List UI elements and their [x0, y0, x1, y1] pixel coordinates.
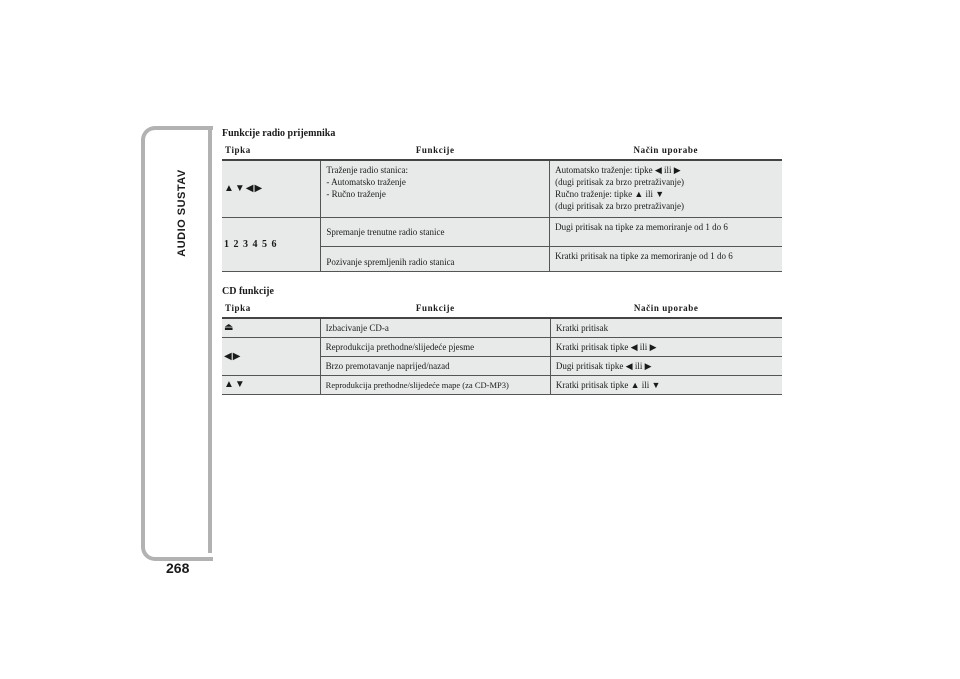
usage-line: Ručno traženje: tipke ▲ ili ▼ — [555, 189, 665, 199]
usage-line: (dugi pritisak za brzo pretraživanje) — [555, 201, 685, 211]
header-tipka: Tipka — [222, 143, 321, 160]
table-header-row — [222, 143, 782, 160]
cd-section — [222, 286, 782, 395]
header-funkcije: Funkcije — [321, 143, 550, 160]
header-tipka: Tipka — [222, 301, 320, 318]
table-row — [222, 318, 782, 338]
function-cell: Brzo premotavanje naprijed/nazad — [320, 357, 550, 376]
header-funkcije: Funkcije — [320, 301, 550, 318]
table-row — [222, 218, 782, 247]
header-nacin-uporabe: Način uporabe — [550, 143, 782, 160]
function-line: - Ručno traženje — [326, 189, 386, 199]
radio-section — [222, 128, 782, 272]
function-cell — [321, 160, 550, 218]
table-row — [222, 338, 782, 357]
function-line: - Automatsko traženje — [326, 177, 406, 187]
table-row — [222, 376, 782, 395]
usage-cell: Kratki pritisak — [550, 318, 782, 338]
page-frame-right — [208, 126, 212, 553]
header-nacin-uporabe: Način uporabe — [550, 301, 782, 318]
cd-section-title: CD funkcije — [222, 286, 274, 297]
function-cell: Reprodukcija prethodne/slijedeće pjesme — [320, 338, 550, 357]
function-cell: Reprodukcija prethodne/slijedeće mape (za CD-MP3) — [320, 376, 550, 395]
cd-functions-table — [222, 301, 782, 395]
chapter-side-label: AUDIO SUSTAV — [176, 169, 188, 257]
usage-cell — [550, 160, 782, 218]
usage-cell: Dugi pritisak na tipke za memoriranje od 1 do 6 — [550, 218, 782, 247]
page-number: 268 — [166, 560, 190, 576]
function-line: Traženje radio stanica: — [326, 165, 408, 175]
key-left-right-icon: ◀▶ — [222, 338, 320, 376]
function-cell: Izbacivanje CD-a — [320, 318, 550, 338]
key-up-down-icon: ▲▼ — [222, 376, 320, 395]
usage-cell: Kratki pritisak tipke ▲ ili ▼ — [550, 376, 782, 395]
function-cell: Spremanje trenutne radio stanice — [321, 218, 550, 247]
radio-functions-table — [222, 143, 782, 272]
usage-line: Automatsko traženje: tipke ◀ ili ▶ — [555, 165, 681, 175]
table-row — [222, 160, 782, 218]
eject-icon: ⏏ — [222, 318, 320, 338]
radio-section-title: Funkcije radio prijemnika — [222, 128, 336, 139]
table-header-row — [222, 301, 782, 318]
usage-line: (dugi pritisak za brzo pretraživanje) — [555, 177, 685, 187]
function-cell: Pozivanje spremljenih radio stanica — [321, 247, 550, 272]
usage-cell: Kratki pritisak na tipke za memoriranje od 1 do 6 — [550, 247, 782, 272]
key-arrows-icon: ▲▼◀▶ — [222, 160, 321, 218]
key-preset-numbers: 1 2 3 4 5 6 — [222, 218, 321, 272]
usage-cell: Dugi pritisak tipke ◀ ili ▶ — [550, 357, 782, 376]
usage-cell: Kratki pritisak tipke ◀ ili ▶ — [550, 338, 782, 357]
